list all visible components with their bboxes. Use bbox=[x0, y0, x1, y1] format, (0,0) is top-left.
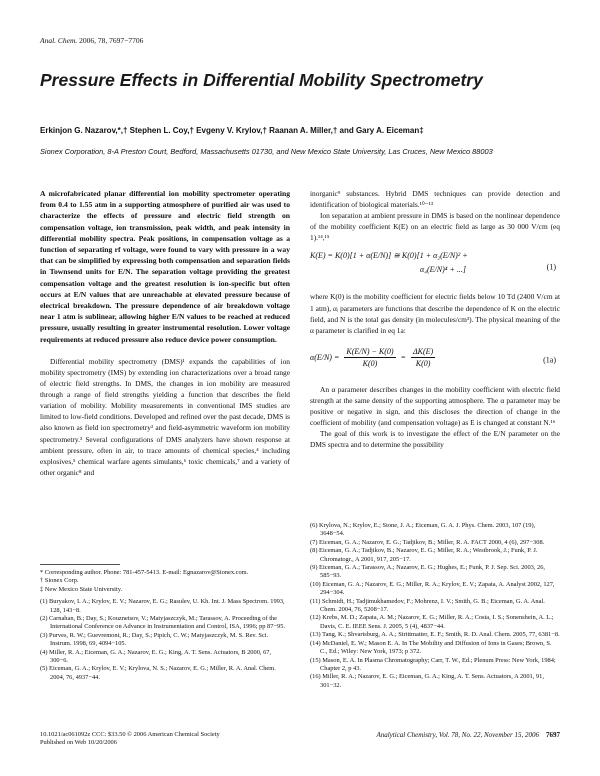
footnote: * Corresponding author. Phone: 781-457-5413. E-mail: Egnazarov@Sionex.com. bbox=[40, 569, 249, 576]
body-paragraph: An α parameter describes changes in the mobility coefficient with electric field strength at the same density of the supporting atmosphere. The α parameter may be positive or negative in sign, and this discloses the direction of change in the coefficient of mobility (and compensation voltage) as E is changed at constant N.¹⁶ bbox=[310, 384, 560, 428]
equation-1-number: (1) bbox=[546, 262, 556, 272]
footer-published: Published on Web 10/20/2006 bbox=[40, 739, 117, 747]
reference-item: (10) Eiceman, G. A.; Nazarov, E. G.; Miller, R. A.; Krylov, E. V.; Zapata, A. Analyst 2002, 127, 294−304. bbox=[310, 580, 555, 597]
reference-item: (6) Krylova, N.; Krylov, E.; Stone, J. A.; Eiceman, G. A. J. Phys. Chem. 2003, 107 (19), 3648−54. bbox=[310, 522, 536, 538]
reference-item: (7) Eiceman, G. A.; Nazarov, E. G.; Tadjikov, B.; Miller, R. A. FACT 2000, 4 (6), 297−308. bbox=[310, 538, 545, 546]
footnotes bbox=[40, 569, 290, 594]
reference-item: (4) Miller, R. A.; Eiceman, G. A.; Nazarov, E. G.; King, A. T. Sens. Actuators, B 2000, 67, 300−6. bbox=[40, 648, 272, 665]
affiliation: Sionex Corporation, 8-A Preston Court, Bedford, Massachusetts 01730, and New Mexico State University, Las Cruces, New Mexico 88003 bbox=[40, 147, 493, 156]
equation-1a-lhs: α(E/N) = bbox=[310, 352, 340, 362]
author-list: Erkinjon G. Nazarov,*,† Stephen L. Coy,† Evgeny V. Krylov,† Raanan A. Miller,† and Gary A. Eiceman‡ bbox=[40, 126, 424, 135]
footer-doi: 10.1021/ac061092z CCC: $33.50 © 2006 American Chemical Society bbox=[40, 731, 220, 738]
body-paragraph: The goal of this work is to investigate the effect of the E/N parameter on the DMS spectra and to determine the possibility bbox=[310, 429, 560, 450]
footer-left bbox=[40, 731, 220, 748]
body-paragraph: where K(0) is the mobility coefficient for electric fields below 10 Td (2400 V/cm at 1 atm), αᵢ parameters are functions that describe the dependence of K on the electric field, and N is the total gas density (in molecules/cm³). The physical meaning of the α parameter is clarified in eq 1a: bbox=[310, 292, 560, 335]
footnote: ‡ New Mexico State University. bbox=[40, 585, 123, 593]
body-paragraph: Ion separation at ambient pressure in DMS is based on the nonlinear dependence of the mobility coefficient K(E) on an electric field as large as 30 000 V/cm (eq 1).¹⁴,¹⁵ bbox=[310, 211, 560, 243]
reference-item: (16) Miller, R. A.; Nazarov, E. G.; Eiceman, G. A.; King, A. T. Sens. Actuators, A 2001, 91, 301−32. bbox=[310, 673, 544, 689]
right-column bbox=[310, 188, 560, 450]
right-references bbox=[310, 522, 560, 690]
reference-item: (1) Buryakov, I. A.; Krylov, E. V.; Nazarov, E. G.; Rasulev, U. Kh. Int. J. Mass Spectrom. 1993, 128, 143−8. bbox=[40, 598, 285, 614]
reference-item: (15) Mason, E. A. In Plasma Chromatography; Carr, T. W., Ed.; Plenum Press: New York, 1984; Chapter 2, p 43. bbox=[310, 656, 556, 672]
reference-list bbox=[310, 522, 560, 690]
equation-1a-fraction-2 bbox=[411, 346, 435, 369]
page-number: 7697 bbox=[546, 731, 560, 739]
fraction-denominator: K(0) bbox=[415, 358, 431, 368]
equation-1-line-2: α₄(E/N)⁴ + ...] bbox=[420, 265, 467, 275]
equation-1 bbox=[310, 249, 560, 285]
intro-paragraph: Differential mobility spectrometry (DMS)¹ expands the capabilities of ion mobility spectrometry (IMS) by extending ion characterizations over a broad range of electric field strengths. In DMS, the changes in ion mobility are measured through a range of field strengths yielding a function that describes the field variation of mobility. Mobility measurements in conventional IMS studies are limited to low-field conditions. Developed and refined over the past decade, DMS is also known as field ion spectrometry² and field-asymmetric waveform ion mobility spectrometry.³ Several configurations of DMS analyzers have shown response at ambient pressure, often in air, to trace amounts of chemical species,⁴ including explosives,⁵ chemical warfare agents simulants,⁶ toxic chemicals,⁷ and a variety of other organic⁸ and bbox=[40, 356, 290, 477]
equation-1a-number: (1a) bbox=[543, 355, 556, 365]
reference-item: (8) Eiceman, G. A.; Tadjikov, B.; Nazarov, E. G.; Miller, R. A.; Westbrook, J.; Funk, P. J. Chromatogr., A 2001, 917, 205−17. bbox=[310, 547, 538, 563]
journal-name: Anal. Chem. bbox=[40, 36, 78, 45]
equation-1a-fraction-1 bbox=[344, 346, 395, 369]
equation-1-line-1: K(E) = K(0)[1 + α(E/N)] ≅ K(0)[1 + α₂(E/N)² + bbox=[310, 251, 468, 261]
reference-item: (13) Tang, K.; Shvartsburg, A. A.; Strittmatter, E. F.; Smith, R. D. Anal. Chem. 2005, 77, 6381−8. bbox=[310, 631, 560, 639]
fraction-numerator: ΔK(E) bbox=[412, 346, 434, 356]
reference-list bbox=[40, 598, 290, 682]
reference-item: (14) McDaniel, E. W.; Mason E. A. In The Mobility and Diffusion of Ions in Gases; Brown, S. C., Ed.; Wiley: New York, 1973; p 372. bbox=[310, 639, 552, 656]
fraction-numerator: K(E/N) − K(0) bbox=[346, 346, 394, 356]
footer-journal-line: Analytical Chemistry, Vol. 78, No. 22, November 15, 2006 bbox=[376, 731, 539, 739]
body-paragraph: inorganic⁹ substances. Hybrid DMS techniques can provide detection and identification of biological materials.¹⁰⁻¹³ bbox=[310, 189, 560, 210]
reference-item: (3) Purves, R. W.; Guevremont, R.; Day, S.; Pipich, C. W.; Matyjaszczyk, M. S. Rev. Sci. Instrum. 1998, 69, 4094−105. bbox=[40, 631, 269, 648]
left-footnotes-refs bbox=[40, 558, 290, 682]
reference-item: (5) Eiceman, G. A.; Krylov, E. V.; Krylova, N. S.; Nazarov, E. G.; Miller, R. A. Anal. Chem. 2004, 76, 4937−44. bbox=[40, 665, 276, 681]
footnote: † Sionex Corp. bbox=[40, 577, 79, 585]
reference-item: (9) Eiceman, G. A.; Tarassov, A.; Nazarov, E. G.; Hughes, E.; Funk, P. J. Sep. Sci. 2003, 26, 585−93. bbox=[310, 564, 546, 580]
footnote-rule bbox=[40, 564, 120, 565]
reference-item: (11) Schmidt, H.; Tadjimukhamedov, F.; Mohrenz, I. V.; Smith, G. B.; Eiceman, G. A. Anal. Chem. 2004, 76, 5208−17. bbox=[310, 597, 545, 614]
equation-1a-equals: = bbox=[400, 352, 406, 362]
fraction-denominator: K(0) bbox=[362, 358, 378, 368]
paper-title: Pressure Effects in Differential Mobility Spectrometry bbox=[40, 70, 483, 90]
left-column bbox=[40, 188, 290, 478]
reference-item: (12) Krebs, M. D.; Zapata, A. M.; Nazarov, E. G.; Miller, R. A.; Costa, I. S.; Sonenshein, A. L.; Davis, C. E. IEEE Sens. J. 2005, 5 (4), 4837−44. bbox=[310, 614, 554, 630]
journal-citation: 2006, 78, 7697−7706 bbox=[79, 36, 144, 45]
journal-header bbox=[40, 36, 143, 45]
equation-1a bbox=[310, 342, 560, 378]
reference-item: (2) Carnahan, B.; Day, S.; Kouznetsov, V.; Matyjaszczyk, M.; Tarassov, A. Proceeding of the International Conference on Advance in Instrumentation and Control, ISA, 1996; pp 87−95. bbox=[40, 615, 286, 631]
footer-right bbox=[330, 731, 560, 739]
abstract: A microfabricated planar differential ion mobility spectrometer operating from 0.4 to 1.55 atm in a supporting atmosphere of purified air was used to characterize the effects of pressure and electric field strength on compensation voltage, ion transmission, peak width, and peak intensity in differential mobility spectra. Peak positions, in compensation voltage as a function of separating rf voltage, were found to vary with pressure in a way that can be simplified by expressing both compensation and separation fields in Townsend units for E/N. The separation voltage providing the greatest compensation voltage and the greatest resolution is ion-specific but often occurs at E/N values that are unreachable at elevated pressure because of electrical breakdown. The pressure dependence of air breakdown voltage near 1 atm is sublinear, allowing higher E/N values to be reached at reduced pressure, usually resulting in greater instrumental resolution. Lower voltage requirements at reduced pressure also reduce device power consumption. bbox=[40, 189, 290, 344]
